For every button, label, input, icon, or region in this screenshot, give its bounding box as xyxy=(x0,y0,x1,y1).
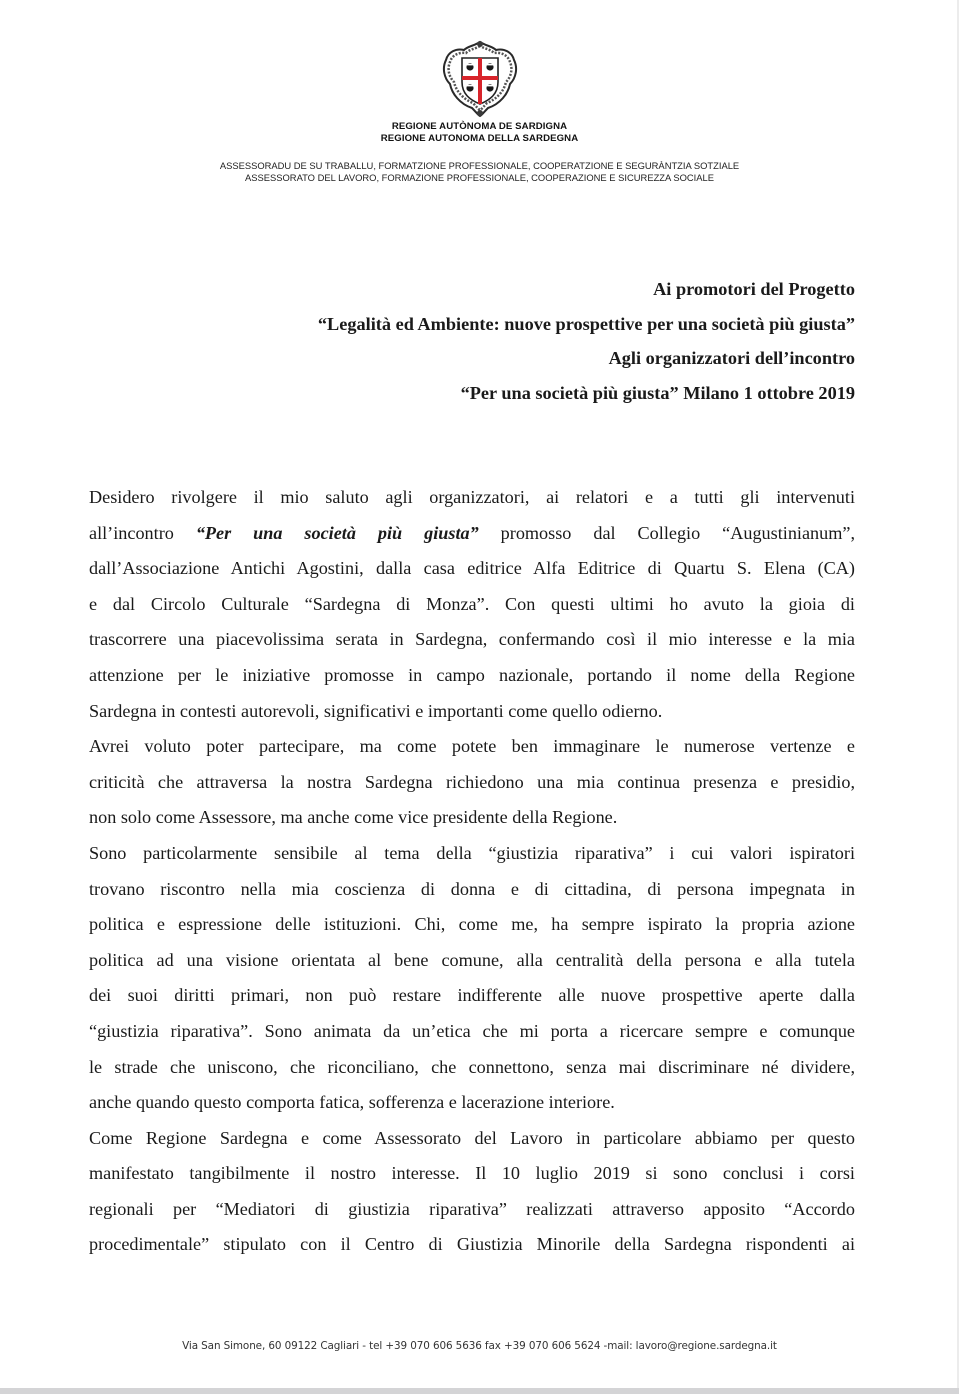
text-fragment: promosso dal Collegio “Augustinianum”, xyxy=(478,522,855,543)
event-title-emphasis: “Per una società più giusta” xyxy=(195,522,479,543)
text-line: attenzione per le iniziative promosse in campo nazionale, portando il nome della Regione xyxy=(89,664,855,685)
department-italian: ASSESSORATO DEL LAVORO, FORMAZIONE PROFESSIONALE, COOPERAZIONE E SICUREZZA SOCIALE xyxy=(244,172,715,183)
letter-body xyxy=(89,480,855,1263)
recipient-line: “Per una società più giusta” Milano 1 ottobre 2019 xyxy=(460,382,855,403)
recipient-line: Ai promotori del Progetto xyxy=(653,279,855,299)
department-sardinian: ASSESSORADU DE SU TRABALLU, FORMATZIONE PROFESSIONALE, COOPERATZIONE E SEGURÀNTZIA SOTZIALE xyxy=(219,160,740,171)
recipient-line: Agli organizzatori dell’incontro xyxy=(608,348,855,368)
text-line: Sardegna in contesti autorevoli, significativi e importanti come quello odierno. xyxy=(89,700,663,721)
footer-contact: Via San Simone, 60 09122 Cagliari - tel +39 070 606 5636 fax +39 070 606 5624 -mail: lavoro@regione.sardegna.it xyxy=(182,1340,777,1352)
paragraph-regional-courses xyxy=(89,1121,855,1263)
org-name-italian: REGIONE AUTONOMA DELLA SARDEGNA xyxy=(380,133,579,144)
text-line: “giustizia riparativa”. Sono animata da un’etica che mi porta a ricercare sempre e comunque xyxy=(89,1020,855,1041)
paragraph-absence xyxy=(89,729,855,836)
text-line: trascorrere una piacevolissima serata in Sardegna, confermando così il mio interesse e la mia xyxy=(89,629,855,650)
recipient-line: “Legalità ed Ambiente: nuove prospettive per una società più giusta” xyxy=(317,313,855,334)
text-line: manifestato tangibilmente il nostro interesse. Il 10 luglio 2019 si sono conclusi i corsi xyxy=(89,1163,855,1184)
paragraph-greeting xyxy=(89,480,855,729)
paragraph-restorative-justice xyxy=(89,836,855,1121)
coat-of-arms-sardinia-icon xyxy=(434,38,526,118)
page-bottom-shadow xyxy=(0,1388,959,1394)
text-line xyxy=(89,516,855,552)
text-line: dall’Associazione Antichi Agostini, dalla casa editrice Alfa Editrice di Quartu S. Elena (CA) xyxy=(89,558,855,579)
text-line: Desidero rivolgere il mio saluto agli organizzatori, ai relatori e a tutti gli intervenuti xyxy=(89,487,855,507)
text-line: Sono particolarmente sensibile al tema della “giustizia riparativa” i cui valori ispiratori xyxy=(89,842,855,863)
text-line: e dal Circolo Culturale “Sardegna di Monza”. Con questi ultimi ho avuto la gioia di xyxy=(89,593,855,614)
text-line: Avrei voluto poter partecipare, ma come potete ben immaginare le numerose vertenze e xyxy=(89,736,855,757)
text-line: politica e espressione delle istituzioni. Chi, come me, ha sempre ispirato la propria azione xyxy=(89,914,855,935)
text-line: procedimentale” stipulato con il Centro di Giustizia Minorile della Sardegna rispondenti ai xyxy=(89,1234,855,1255)
text-line: le strade che uniscono, che riconciliano, che connettono, senza mai discriminare né dividere, xyxy=(89,1056,855,1077)
text-line: regionali per “Mediatori di giustizia riparativa” realizzati attraverso apposito “Accordo xyxy=(89,1198,855,1219)
text-fragment: all’incontro xyxy=(89,522,196,543)
text-line: anche quando questo comporta fatica, sofferenza e lacerazione interiore. xyxy=(89,1092,615,1113)
text-line: Come Regione Sardegna e come Assessorato del Lavoro in particolare abbiamo per questo xyxy=(89,1127,855,1148)
recipients-block xyxy=(318,272,855,410)
text-line: criticità che attraversa la nostra Sardegna richiedono una mia continua presenza e presidio, xyxy=(89,771,855,792)
org-name-sardinian: REGIONE AUTÒNOMA DE SARDIGNA xyxy=(391,121,568,132)
text-line: non solo come Assessore, ma anche come vice presidente della Regione. xyxy=(89,807,618,828)
text-line: dei suoi diritti primari, non può restare indifferente alle nuove prospettive aperte dalla xyxy=(89,985,855,1006)
text-line: politica ad una visione orientata al bene comune, alla centralità della persona e alla tutela xyxy=(89,949,855,970)
text-line: trovano riscontro nella mia coscienza di donna e di cittadina, di persona impegnata in xyxy=(89,878,855,899)
